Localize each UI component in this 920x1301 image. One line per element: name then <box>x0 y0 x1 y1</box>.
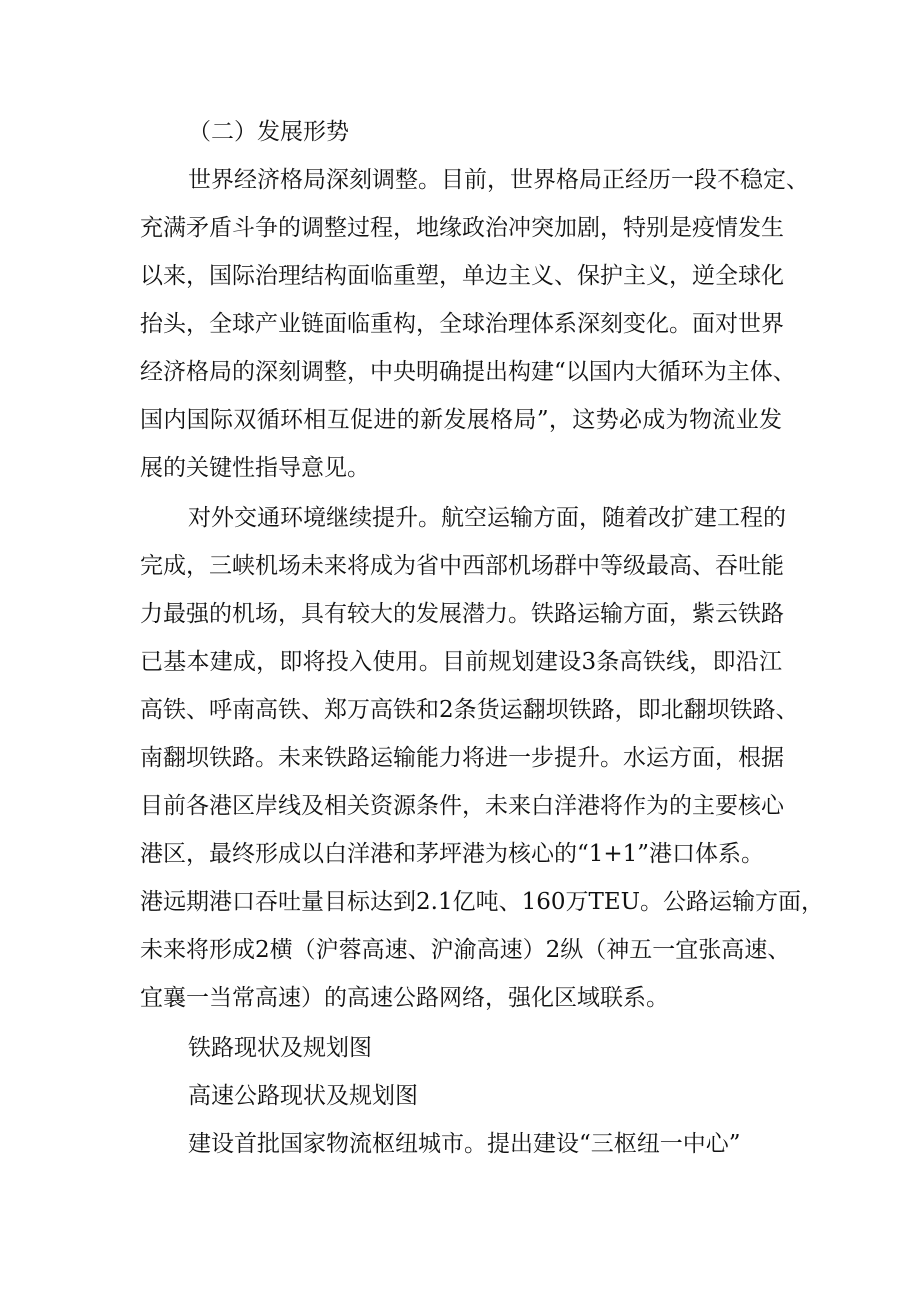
paragraph-1-line-6: 国内国际双循环相互促进的新发展格局”，这势必成为物流业发 <box>140 407 782 433</box>
paragraph-2-line-6: 南翻坝铁路。未来铁路运输能力将进一步提升。水运方面，根据 <box>140 745 784 771</box>
figure-caption-railway: 铁路现状及规划图 <box>188 1035 372 1061</box>
paragraph-2-line-11: 宜襄一当常高速）的高速公路网络，强化区域联系。 <box>140 985 669 1011</box>
paragraph-2-line-8: 港区，最终形成以白洋港和茅坪港为核心的“1+1”港口体系。 <box>140 841 765 867</box>
paragraph-1-line-3: 以来，国际治理结构面临重塑，单边主义、保护主义，逆全球化 <box>140 263 784 289</box>
paragraph-2-line-3: 力最强的机场，具有较大的发展潜力。铁路运输方面，紫云铁路 <box>140 601 784 627</box>
closing-paragraph-line: 建设首批国家物流枢纽城市。提出建设“三枢纽一中心” <box>188 1131 741 1157</box>
paragraph-2-line-7: 目前各港区岸线及相关资源条件，未来白洋港将作为的主要核心 <box>140 793 784 819</box>
paragraph-1-line-5: 经济格局的深刻调整，中央明确提出构建“以国内大循环为主体、 <box>140 359 796 385</box>
paragraph-2-line-1: 对外交通环境继续提升。航空运输方面，随着改扩建工程的 <box>188 505 786 531</box>
paragraph-1-line-7: 展的关键性指导意见。 <box>140 455 370 481</box>
figure-caption-highway: 高速公路现状及规划图 <box>188 1083 418 1109</box>
paragraph-2-line-9: 港远期港口吞吐量目标达到2.1亿吨、160万TEU。公路运输方面， <box>140 889 824 915</box>
paragraph-1-line-1: 世界经济格局深刻调整。目前，世界格局正经历一段不稳定、 <box>188 167 809 193</box>
paragraph-2-line-4: 已基本建成，即将投入使用。目前规划建设3条高铁线，即沿江 <box>140 649 782 675</box>
paragraph-1-line-2: 充满矛盾斗争的调整过程，地缘政治冲突加剧，特别是疫情发生 <box>140 215 784 241</box>
paragraph-2-line-2: 完成，三峡机场未来将成为省中西部机场群中等级最高、吞吐能 <box>140 553 784 579</box>
section-heading: （二）发展形势 <box>188 119 349 145</box>
paragraph-2-line-10: 未来将形成2横（沪蓉高速、沪渝高速）2纵（神五一宜张高速、 <box>140 937 791 963</box>
paragraph-1-line-4: 抬头，全球产业链面临重构，全球治理体系深刻变化。面对世界 <box>140 311 784 337</box>
paragraph-2-line-5: 高铁、呼南高铁、郑万高铁和2条货运翻坝铁路，即北翻坝铁路、 <box>140 697 799 723</box>
